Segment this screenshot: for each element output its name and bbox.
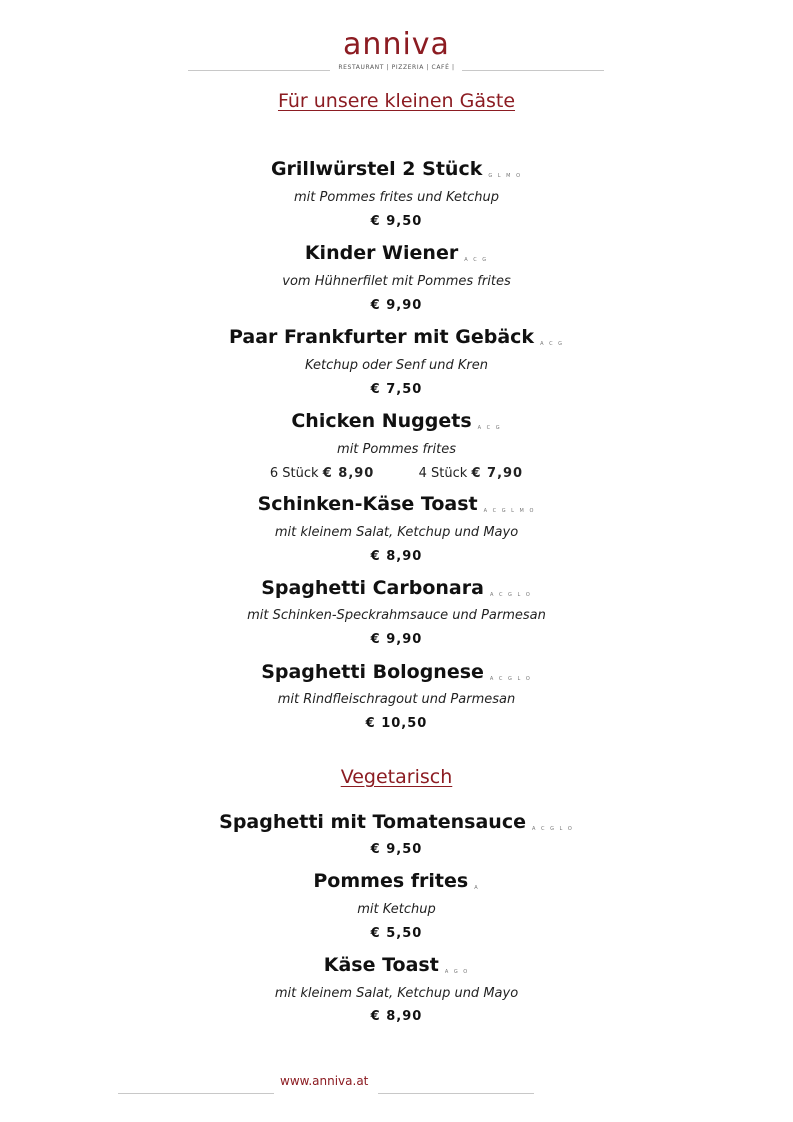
menu-item-description: vom Hühnerfilet mit Pommes frites: [282, 274, 511, 289]
logo-subtitle: RESTAURANT | PIZZERIA | CAFÉ |: [338, 64, 455, 71]
menu-item-name: Paar Frankfurter mit Gebäck A C G: [228, 326, 565, 348]
menu-item-description: mit Pommes frites und Ketchup: [294, 190, 499, 205]
menu-item-price: € 8,90: [370, 549, 423, 564]
menu-item-description: mit Schinken-Speckrahmsauce und Parmesan: [247, 608, 546, 623]
allergen-codes: A C G: [464, 257, 489, 263]
price-options: [0, 466, 793, 481]
menu-item-price: € 5,50: [370, 926, 423, 941]
price-option-price: € 8,90: [322, 466, 375, 481]
menu-item-name: Chicken Nuggets A C G: [291, 410, 502, 432]
menu-item-description: Ketchup oder Senf und Kren: [304, 358, 488, 373]
menu-item-name: Schinken-Käse Toast A C G L M O: [257, 493, 536, 515]
price-option-label: 6 Stück: [269, 466, 319, 481]
menu-item-name: Pommes frites A: [313, 870, 480, 892]
menu-item-description: mit Ketchup: [357, 902, 436, 917]
menu-item-name: Spaghetti mit Tomatensauce A C G L O: [219, 811, 574, 833]
menu-item-name: Grillwürstel 2 Stück G L M O: [270, 158, 523, 180]
menu-item-name: Spaghetti Carbonara A C G L O: [261, 577, 532, 599]
section-title-vegetarian: Vegetarisch: [340, 766, 453, 788]
section-title-kids: Für unsere kleinen Gäste: [277, 90, 516, 112]
menu-item-price: € 7,50: [370, 382, 423, 397]
allergen-codes: A C G L O: [489, 676, 532, 682]
menu-item-description: mit kleinem Salat, Ketchup und Mayo: [274, 986, 519, 1001]
allergen-codes: A: [474, 885, 480, 891]
header-divider-right: [462, 70, 604, 71]
menu-item-price: € 9,50: [370, 842, 423, 857]
menu-item-price: € 8,90: [370, 1009, 423, 1024]
allergen-codes: A G O: [444, 969, 470, 975]
menu-item-name: Kinder Wiener A C G: [304, 242, 489, 264]
logo-wordmark: anniva: [343, 27, 450, 62]
menu-item-description: mit kleinem Salat, Ketchup und Mayo: [274, 525, 519, 540]
logo: [0, 28, 793, 62]
menu-item-description: mit Rindfleischragout und Parmesan: [277, 692, 516, 707]
menu-item-price: € 9,50: [370, 214, 423, 229]
menu-item-description: mit Pommes frites: [337, 442, 456, 457]
allergen-codes: A C G: [477, 425, 502, 431]
price-option-label: 4 Stück: [418, 466, 468, 481]
menu-item-price: € 9,90: [370, 632, 423, 647]
allergen-codes: A C G L O: [531, 826, 574, 832]
menu-item-name: Spaghetti Bolognese A C G L O: [261, 661, 532, 683]
allergen-codes: A C G L M O: [483, 508, 536, 514]
allergen-codes: A C G L O: [489, 592, 532, 598]
footer-divider-left: [118, 1093, 274, 1094]
allergen-codes: A C G: [540, 341, 565, 347]
footer-website-link[interactable]: www.anniva.at: [280, 1074, 369, 1088]
menu-item-name: Käse Toast A G O: [323, 954, 470, 976]
menu-item-price: € 10,50: [365, 716, 428, 731]
menu-item-price: € 9,90: [370, 298, 423, 313]
price-option-price: € 7,90: [471, 466, 524, 481]
footer-divider-right: [378, 1093, 534, 1094]
allergen-codes: G L M O: [488, 173, 523, 179]
